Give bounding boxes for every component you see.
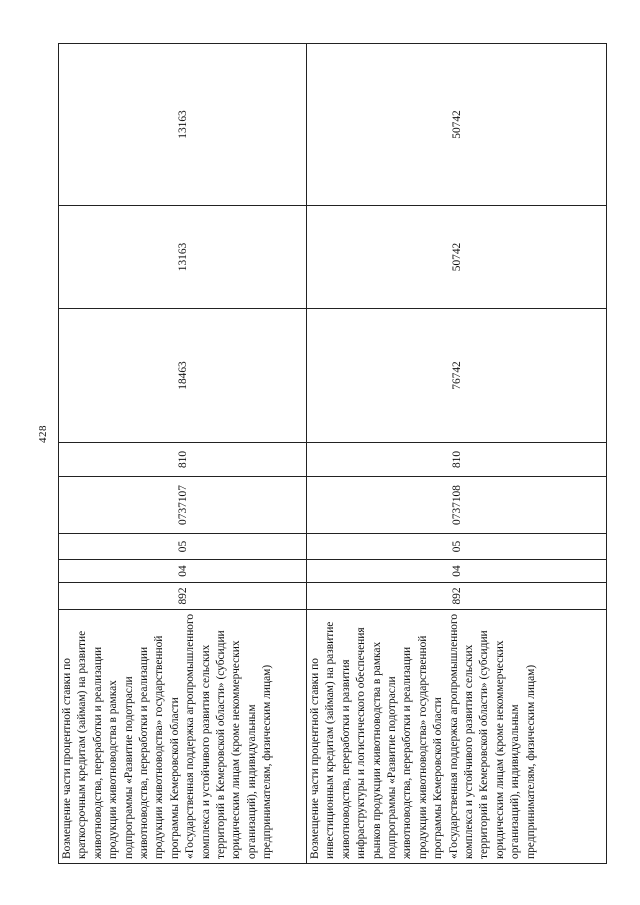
row-2-amount-2: 50742 bbox=[307, 206, 607, 309]
row-2-amount-3: 50742 bbox=[307, 44, 607, 206]
row-2-section: 04 bbox=[307, 560, 607, 583]
row-1-name bbox=[59, 610, 307, 864]
row-2-target: 0737108 bbox=[307, 477, 607, 534]
budget-table bbox=[58, 43, 607, 864]
row-1-amount-3: 13163 bbox=[59, 44, 307, 206]
table-row bbox=[59, 44, 307, 864]
row-2-code: 892 bbox=[307, 583, 607, 610]
row-1-subsection: 05 bbox=[59, 534, 307, 560]
row-1-expense-type: 810 bbox=[59, 443, 307, 477]
page-number: 428 bbox=[37, 425, 49, 443]
rotated-table-container bbox=[58, 44, 606, 864]
row-1-section: 04 bbox=[59, 560, 307, 583]
row-name-text: Возмещение части процентной ставки по инвестиционным кредитам (займам) на развитие животноводства, переработки и развития инфраструктуры и логистического обеспечения рынков продукции животноводства в рамках подпрограммы «Развитие подотрасли животноводства, переработки и реализации продукции животноводства» государственной программы Кемеровской области «Государственная поддержка агропромышленного комплекса и устойчивого развития сельских территорий в Кемеровской области» (субсидии юридическим лицам (кроме некоммерческих организаций), индивидуальным предпринимателям, физическим лицам) bbox=[309, 613, 537, 859]
row-1-amount-1: 18463 bbox=[59, 309, 307, 443]
table-row bbox=[307, 44, 607, 864]
row-1-amount-2: 13163 bbox=[59, 206, 307, 309]
row-2-subsection: 05 bbox=[307, 534, 607, 560]
row-1-target: 0737107 bbox=[59, 477, 307, 534]
row-2-amount-1: 76742 bbox=[307, 309, 607, 443]
row-1-code: 892 bbox=[59, 583, 307, 610]
row-name-text: Возмещение части процентной ставки по краткосрочным кредитам (займам) на развитие животноводства, переработки и реализации продукции животноводства в рамках подпрограммы «Развитие подотрасли животноводства, переработки и реализации продукции животноводства» государственной программы Кемеровской области «Государственная поддержка агропромышленного комплекса и устойчивого развития сельских территорий в Кемеровской области» (субсидии юридическим лицам (кроме некоммерческих организаций), индивидуальным предпринимателям, физическим лицам) bbox=[61, 613, 274, 859]
row-2-expense-type: 810 bbox=[307, 443, 607, 477]
row-2-name bbox=[307, 610, 607, 864]
